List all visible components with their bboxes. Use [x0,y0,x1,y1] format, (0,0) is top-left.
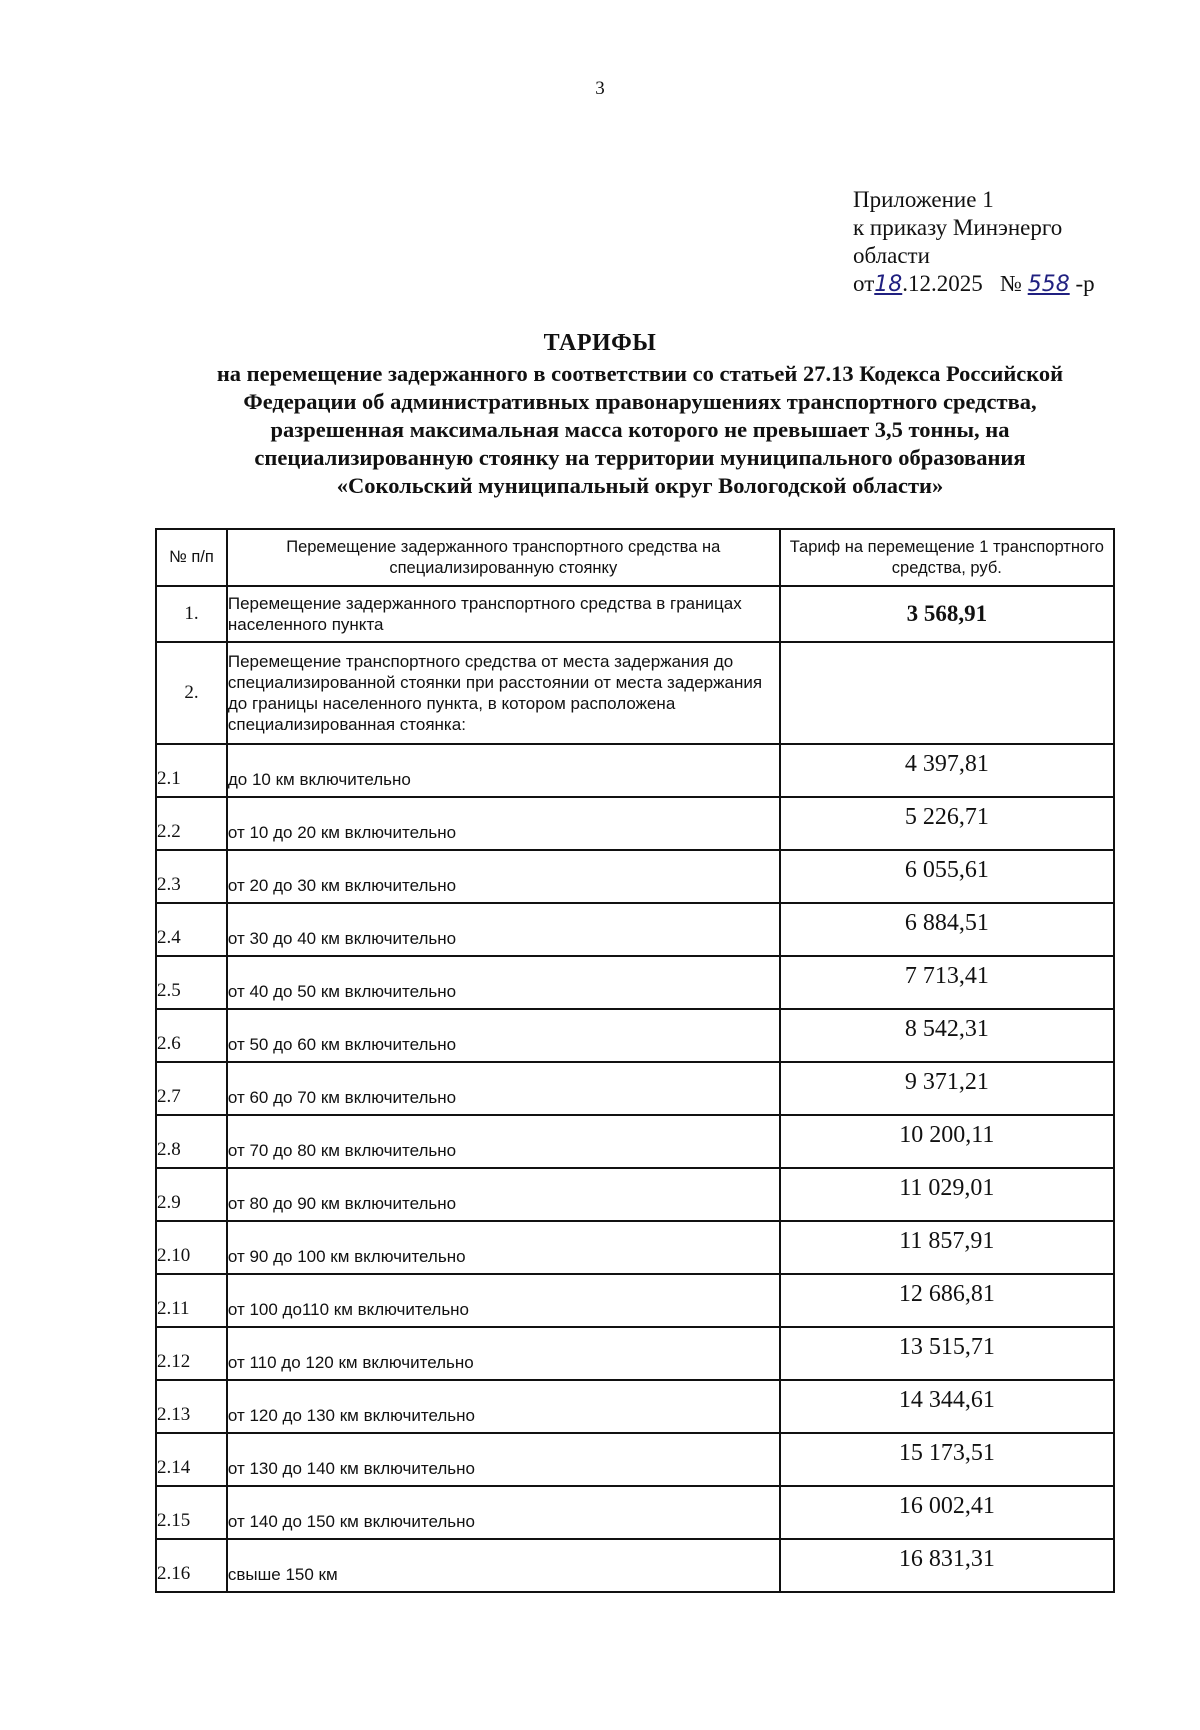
row-num: 2.14 [156,1433,227,1486]
row-desc: от 80 до 90 км включительно [227,1168,780,1221]
table-row [156,1274,1114,1327]
row-desc: от 90 до 100 км включительно [227,1221,780,1274]
table-row [156,586,1114,642]
row-value: 5 226,71 [780,797,1114,850]
row-desc: от 120 до 130 км включительно [227,1380,780,1433]
row-value: 15 173,51 [780,1433,1114,1486]
row-desc: от 130 до 140 км включительно [227,1433,780,1486]
table-row [156,956,1114,1009]
row-num: 2.4 [156,903,227,956]
table-row [156,1486,1114,1539]
tariff-table [155,528,1115,1593]
subtitle-line: разрешенная максимальная масса которого не превышает 3,5 тонны, на [270,417,1010,442]
row-num: 2.1 [156,744,227,797]
row-num: 2.10 [156,1221,227,1274]
row-value: 13 515,71 [780,1327,1114,1380]
subtitle-line: специализированную стоянку на территории муниципального образования [254,445,1026,470]
row-desc: от 140 до 150 км включительно [227,1486,780,1539]
appendix-header [853,186,1095,299]
row-desc: от 30 до 40 км включительно [227,903,780,956]
row-value: 3 568,91 [780,586,1114,642]
row-value: 9 371,21 [780,1062,1114,1115]
row-value: 10 200,11 [780,1115,1114,1168]
row-desc: от 100 до110 км включительно [227,1274,780,1327]
row-desc: от 70 до 80 км включительно [227,1115,780,1168]
table-row [156,744,1114,797]
row-value: 4 397,81 [780,744,1114,797]
row-num: 2.9 [156,1168,227,1221]
appendix-line-2: к приказу Минэнерго [853,215,1063,240]
row-value: 16 002,41 [780,1486,1114,1539]
subtitle-line: Федерации об административных правонарушениях транспортного средства, [243,389,1037,414]
table-row [156,903,1114,956]
row-num: 2.7 [156,1062,227,1115]
order-date-day-handwritten: 18 [874,272,903,297]
row-num: 2.12 [156,1327,227,1380]
row-num: 2.2 [156,797,227,850]
table-row [156,1539,1114,1592]
row-num: 2. [156,642,227,744]
row-value: 16 831,31 [780,1539,1114,1592]
row-desc: до 10 км включительно [227,744,780,797]
order-date-rest: .12.2025 [902,271,983,296]
table-row [156,1009,1114,1062]
order-date-line [853,270,1095,299]
table-row [156,1327,1114,1380]
table-row [156,1168,1114,1221]
row-desc: от 10 до 20 км включительно [227,797,780,850]
row-desc: от 60 до 70 км включительно [227,1062,780,1115]
header-desc: Перемещение задержанного транспортного средства на специализированную стоянку [227,529,780,586]
row-num: 2.8 [156,1115,227,1168]
row-value: 7 713,41 [780,956,1114,1009]
order-number-handwritten: 558 [1027,272,1070,297]
row-desc: от 50 до 60 км включительно [227,1009,780,1062]
row-value: 8 542,31 [780,1009,1114,1062]
header-value: Тариф на перемещение 1 транспортного средства, руб. [780,529,1114,586]
table-row [156,797,1114,850]
row-desc: от 110 до 120 км включительно [227,1327,780,1380]
table-row [156,850,1114,903]
page-number: 3 [595,78,605,99]
row-value: 12 686,81 [780,1274,1114,1327]
order-number-suffix: -р [1075,271,1095,296]
row-num: 1. [156,586,227,642]
row-desc: от 40 до 50 км включительно [227,956,780,1009]
table-row [156,1115,1114,1168]
row-value: 11 857,91 [780,1221,1114,1274]
table-row [156,1380,1114,1433]
table-row [156,1062,1114,1115]
row-num: 2.11 [156,1274,227,1327]
appendix-line-1: Приложение 1 [853,187,994,212]
table-row [156,1433,1114,1486]
row-num: 2.5 [156,956,227,1009]
row-value: 6 055,61 [780,850,1114,903]
order-number-prefix: № [1000,271,1022,296]
row-value: 6 884,51 [780,903,1114,956]
row-num: 2.6 [156,1009,227,1062]
document-subtitle [150,360,1130,500]
row-desc: Перемещение транспортного средства от места задержания до специализированной стоянки при расстоянии от места задержания до границы населенного пункта, в котором расположена специализированная стоянка: [227,642,780,744]
table-row [156,1221,1114,1274]
subtitle-line: «Сокольский муниципальный округ Вологодской области» [336,473,944,498]
order-date-prefix: от [853,271,875,296]
subtitle-line: на перемещение задержанного в соответствии со статьей 27.13 Кодекса Российской [216,361,1064,386]
row-num: 2.15 [156,1486,227,1539]
row-desc: от 20 до 30 км включительно [227,850,780,903]
distance-rows [156,744,1114,1592]
row-num: 2.16 [156,1539,227,1592]
document-title: ТАРИФЫ [543,330,657,356]
row-num: 2.3 [156,850,227,903]
appendix-line-3: области [853,243,930,268]
row-desc: свыше 150 км [227,1539,780,1592]
row-value: 11 029,01 [780,1168,1114,1221]
row-value [780,642,1114,744]
header-num: № п/п [156,529,227,586]
row-value: 14 344,61 [780,1380,1114,1433]
table-header-row [156,529,1114,586]
table-row [156,642,1114,744]
row-num: 2.13 [156,1380,227,1433]
row-desc: Перемещение задержанного транспортного средства в границах населенного пункта [227,586,780,642]
